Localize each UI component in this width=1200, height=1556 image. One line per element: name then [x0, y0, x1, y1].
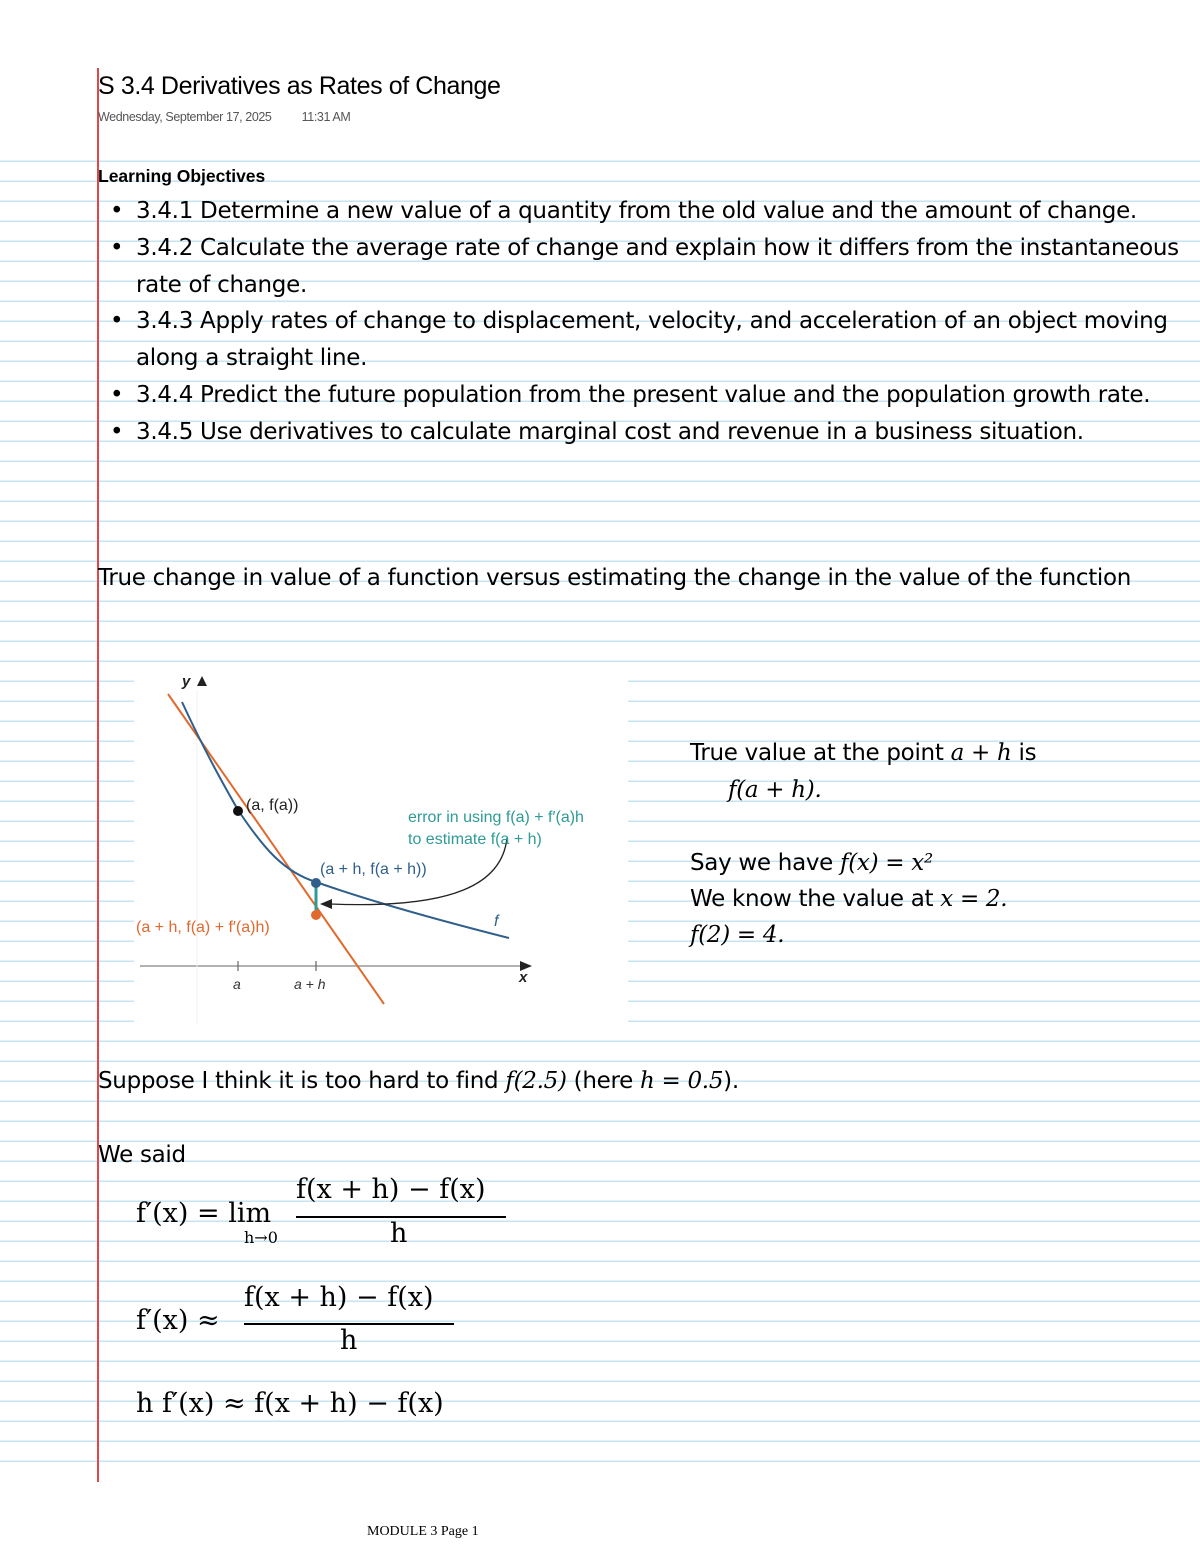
suppose-prefix: Suppose I think it is too hard to find: [98, 1068, 499, 1094]
tick-label-ah: a + h: [294, 976, 326, 992]
true-value-prefix: True value at the point: [690, 740, 944, 766]
tangent-approximation-figure: [134, 664, 628, 1026]
know-note: [690, 886, 1007, 912]
suppose-text: [98, 1068, 739, 1094]
y-axis-arrow: [197, 676, 207, 686]
eq2-denominator: h: [340, 1325, 358, 1356]
we-said-text: We said: [98, 1142, 186, 1168]
page-timestamp: [98, 110, 350, 124]
curve-label: f: [494, 913, 499, 930]
eq1-limit-subscript: h→0: [244, 1228, 278, 1247]
error-pointer-head: [320, 899, 332, 909]
point-a-label: (a, f(a)): [246, 797, 299, 814]
say-prefix: Say we have: [690, 850, 834, 876]
page-time: 11:31 AM: [301, 110, 351, 124]
y-axis-label: y: [182, 673, 191, 690]
suppose-suffix: ).: [723, 1068, 739, 1094]
margin-line: [97, 68, 99, 1482]
error-label-line2: to estimate f(a + h): [408, 831, 542, 848]
point-estimate: [311, 910, 321, 920]
true-value-note: [690, 740, 1036, 766]
error-label-line1: error in using f(a) + f′(a)h: [408, 809, 584, 826]
eq1-lhs: f′(x) = lim: [136, 1198, 272, 1229]
true-value-var: a + h: [950, 740, 1012, 766]
objective-item: • 3.4.5 Use derivatives to calculate marginal cost and revenue in a business situation.: [110, 414, 1195, 451]
figure-svg: [134, 664, 628, 1026]
suppose-expr2: h = 0.5: [639, 1068, 724, 1094]
page-title: S 3.4 Derivatives as Rates of Change: [98, 72, 501, 100]
point-estimate-label: (a + h, f(a) + f′(a)h): [136, 919, 270, 936]
eq2-numerator: f(x + h) − f(x): [244, 1282, 434, 1313]
intro-text: True change in value of a function versus estimating the change in the value of the function: [98, 565, 1132, 591]
objectives-list: [110, 193, 1195, 451]
eq1-denominator: h: [390, 1218, 408, 1249]
true-value-suffix: is: [1018, 740, 1037, 766]
point-ah-label: (a + h, f(a + h)): [320, 861, 427, 878]
objectives-heading: Learning Objectives: [98, 166, 266, 186]
say-note: [690, 850, 933, 876]
objective-item: • 3.4.1 Determine a new value of a quantity from the old value and the amount of change.: [110, 193, 1195, 230]
objective-item: • 3.4.4 Predict the future population from the present value and the population growth rate.: [110, 377, 1195, 414]
true-value-expr: f(a + h).: [728, 777, 822, 803]
point-ah: [311, 878, 321, 888]
objective-item: • 3.4.2 Calculate the average rate of change and explain how it differs from the instantaneous rate of change.: [110, 230, 1195, 304]
f2-expr: f(2) = 4.: [690, 922, 785, 948]
point-a: [233, 806, 243, 816]
know-prefix: We know the value at: [690, 886, 934, 912]
suppose-middle: (here: [573, 1068, 633, 1094]
tick-label-a: a: [233, 976, 241, 992]
eq2-lhs: f′(x) ≈: [136, 1305, 220, 1336]
page-date: Wednesday, September 17, 2025: [98, 110, 272, 124]
x-axis-label: x: [519, 969, 528, 986]
eq3: h f′(x) ≈ f(x + h) − f(x): [136, 1388, 444, 1419]
suppose-expr1: f(2.5): [505, 1068, 567, 1094]
know-expr: x = 2.: [940, 886, 1008, 912]
say-expr: f(x) = x²: [840, 850, 933, 876]
eq1-numerator: f(x + h) − f(x): [296, 1174, 486, 1205]
page-footer: MODULE 3 Page 1: [367, 1524, 479, 1539]
objective-item: • 3.4.3 Apply rates of change to displacement, velocity, and acceleration of an object moving along a straight line.: [110, 303, 1195, 377]
